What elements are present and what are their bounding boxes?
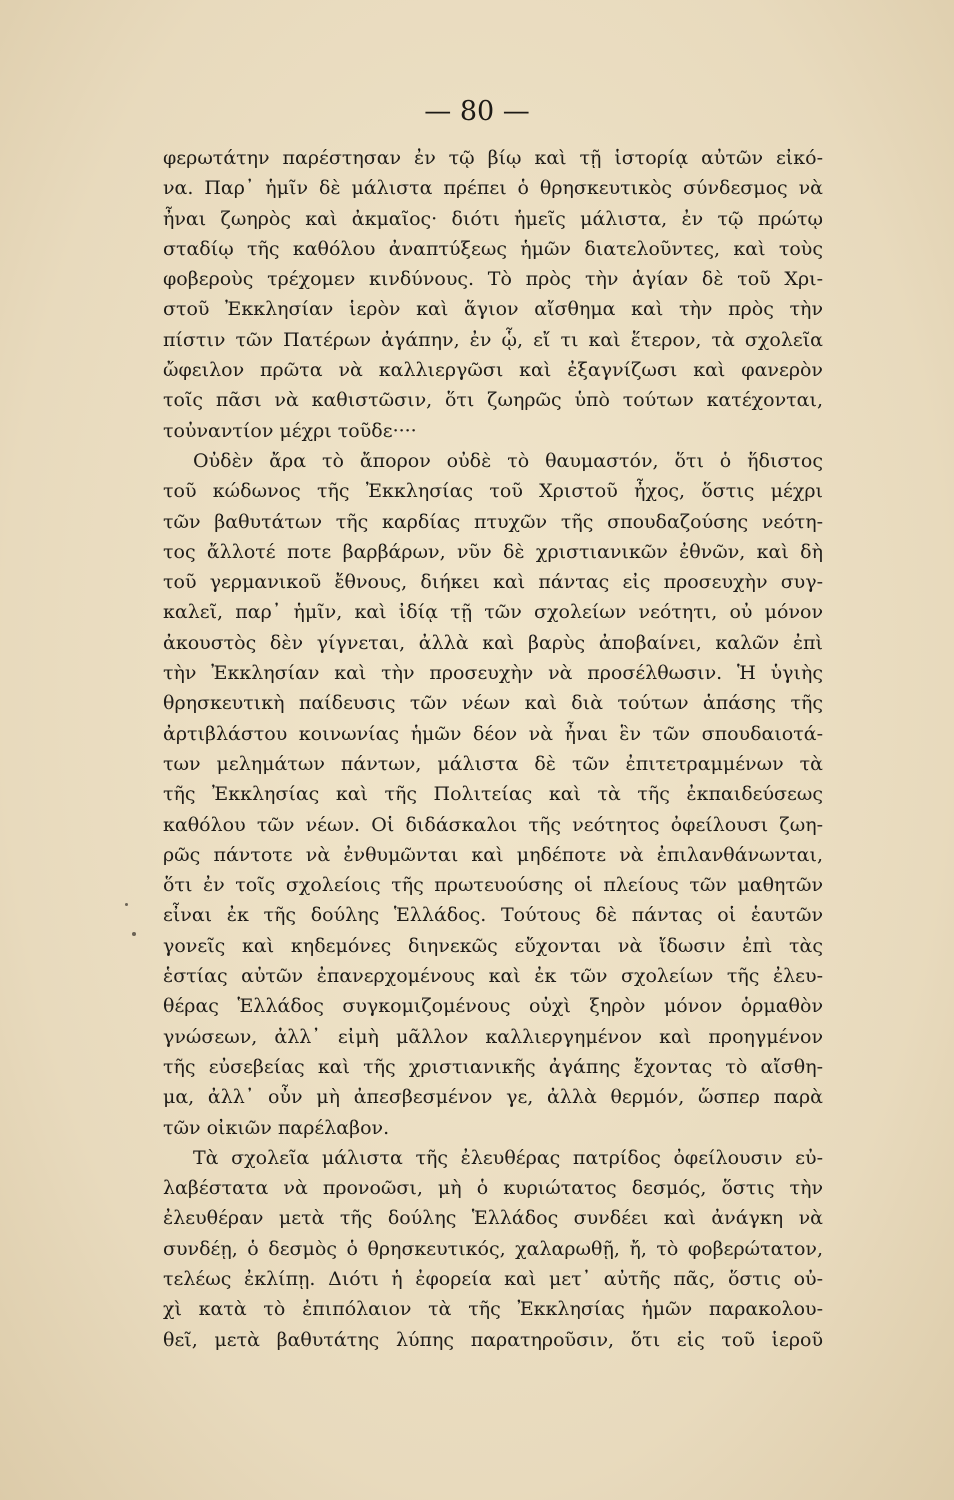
text-line: στοῦ Ἐκκλησίαν ἱερὸν καὶ ἅγιον αἴσθημα καὶ τὴν πρὸς τὴν [163,298,823,321]
text-line: ἦναι ζωηρὸς καὶ ἀκμαῖος· διότι ἡμεῖς μάλιστα, ἐν τῷ πρώτῳ [163,207,823,230]
text-line: Τὰ σχολεῖα μάλιστα τῆς ἐλευθέρας πατρίδος ὀφείλουσιν εὐ- [193,1146,823,1169]
paragraph-3 [163,1143,823,1355]
text-line: ὤφειλον πρῶτα νὰ καλλιεργῶσι καὶ ἐξαγνίζωσι καὶ φανερὸν [163,359,823,382]
text-line: σταδίῳ τῆς καθόλου ἀναπτύξεως ἡμῶν διατελοῦντες, καὶ τοὺς [163,237,823,260]
text-line: πίστιν τῶν Πατέρων ἀγάπην, ἐν ᾧ, εἴ τι καὶ ἕτερον, τὰ σχολεῖα [163,328,823,351]
text-line: ἑστίας αὐτῶν ἐπανερχομένους καὶ ἐκ τῶν σχολείων τῆς ἐλευ- [163,965,823,988]
body-text [163,143,823,1355]
text-line: τος ἄλλοτέ ποτε βαρβάρων, νῦν δὲ χριστιανικῶν ἐθνῶν, καὶ δὴ [163,540,823,563]
text-line: χὶ κατὰ τὸ ἐπιπόλαιον τὰ τῆς Ἐκκλησίας ἡμῶν παρακολου- [163,1298,823,1321]
text-line: συνδέῃ, ὁ δεσμὸς ὁ θρησκευτικός, χαλαρωθῇ, ἤ, τὸ φοβερώτατον, [163,1237,823,1260]
text-line: τῆς εὐσεβείας καὶ τῆς χριστιανικῆς ἀγάπης ἔχοντας τὸ αἴσθη- [163,1055,823,1078]
text-line: των μελημάτων πάντων, μάλιστα δὲ τῶν ἐπιτετραμμένων τὰ [163,752,823,775]
text-line: τῆς Ἐκκλησίας καὶ τῆς Πολιτείας καὶ τὰ τῆς ἐκπαιδεύσεως [163,783,823,806]
text-line: ἀρτιβλάστου κοινωνίας ἡμῶν δέον νὰ ἦναι ἓν τῶν σπουδαιοτά- [163,722,823,745]
text-line: Οὐδὲν ἄρα τὸ ἄπορον οὐδὲ τὸ θαυμαστόν, ὅτι ὁ ἥδιστος [193,449,823,472]
text-line: τῶν οἰκιῶν παρέλαβον. [163,1116,390,1139]
text-line: εἶναι ἐκ τῆς δούλης Ἑλλάδος. Τούτους δὲ πάντας οἱ ἑαυτῶν [163,904,823,927]
page-number: — 80 — [424,96,530,127]
text-line: τοῦ κώδωνος τῆς Ἐκκλησίας τοῦ Χριστοῦ ἦχος, ὅστις μέχρι [163,480,823,503]
text-line: ὅτι ἐν τοῖς σχολείοις τῆς πρωτευούσης οἱ πλείους τῶν μαθητῶν [163,874,823,897]
text-line: ἐλευθέραν μετὰ τῆς δούλης Ἑλλάδος συνδέει καὶ ἀνάγκη νὰ [163,1207,823,1230]
text-line: τὴν Ἐκκλησίαν καὶ τὴν προσευχὴν νὰ προσέλθωσιν. Ἡ ὑγιὴς [163,662,823,685]
text-line: μα, ἀλλ᾽ οὖν μὴ ἀπεσβεσμένον γε, ἀλλὰ θερμόν, ὥσπερ παρὰ [163,1086,823,1109]
text-line: να. Παρ᾽ ἡμῖν δὲ μάλιστα πρέπει ὁ θρησκευτικὸς σύνδεσμος νὰ [163,177,823,200]
text-line: γονεῖς καὶ κηδεμόνες διηνεκῶς εὔχονται νὰ ἴδωσιν ἐπὶ τὰς [163,934,823,957]
text-line: θέρας Ἑλλάδος συγκομιζομένους οὐχὶ ξηρὸν μόνον ὁρμαθὸν [163,995,823,1018]
paper-speck [132,932,136,936]
text-line: τοὐναντίον μέχρι τοῦδε···· [163,419,417,442]
paragraph-2 [163,446,823,1143]
text-line: τελέως ἐκλίπῃ. Διότι ἡ ἐφορεία καὶ μετ᾽ αὐτῆς πᾶς, ὅστις οὐ- [163,1267,823,1290]
text-line: τῶν βαθυτάτων τῆς καρδίας πτυχῶν τῆς σπουδαζούσης νεότη- [163,510,823,533]
text-line: ἀκουστὸς δὲν γίγνεται, ἀλλὰ καὶ βαρὺς ἀποβαίνει, καλῶν ἐπὶ [163,631,823,654]
text-line: φερωτάτην παρέστησαν ἐν τῷ βίῳ καὶ τῇ ἱστορίᾳ αὐτῶν εἰκό- [163,147,823,169]
paper-speck [125,903,128,906]
text-line: γνώσεων, ἀλλ᾽ εἰμὴ μᾶλλον καλλιεργημένον καὶ προηγμένον [163,1025,823,1048]
text-line: θρησκευτικὴ παίδευσις τῶν νέων καὶ διὰ τούτων ἁπάσης τῆς [163,692,823,715]
text-line: θεῖ, μετὰ βαθυτάτης λύπης παρατηροῦσιν, ὅτι εἰς τοῦ ἱεροῦ [163,1328,823,1351]
text-line: ρῶς πάντοτε νὰ ἐνθυμῶνται καὶ μηδέποτε νὰ ἐπιλανθάνωνται, [163,843,823,866]
text-line: τοῦ γερμανικοῦ ἔθνους, διήκει καὶ πάντας εἰς προσευχὴν συγ- [163,571,823,594]
text-line: καθόλου τῶν νέων. Οἱ διδάσκαλοι τῆς νεότητος ὀφείλουσι ζωη- [163,813,823,836]
paragraph-1 [163,143,823,446]
text-line: καλεῖ, παρ᾽ ἡμῖν, καὶ ἰδίᾳ τῇ τῶν σχολείων νεότητι, οὐ μόνον [163,601,823,624]
text-line: τοῖς πᾶσι νὰ καθιστῶσιν, ὅτι ζωηρῶς ὑπὸ τούτων κατέχονται, [163,389,823,412]
text-line: λαβέστατα νὰ προνοῶσι, μὴ ὁ κυριώτατος δεσμός, ὅστις τὴν [163,1177,823,1200]
text-line: φοβεροὺς τρέχομεν κινδύνους. Τὸ πρὸς τὴν ἁγίαν δὲ τοῦ Χρι- [163,268,823,291]
